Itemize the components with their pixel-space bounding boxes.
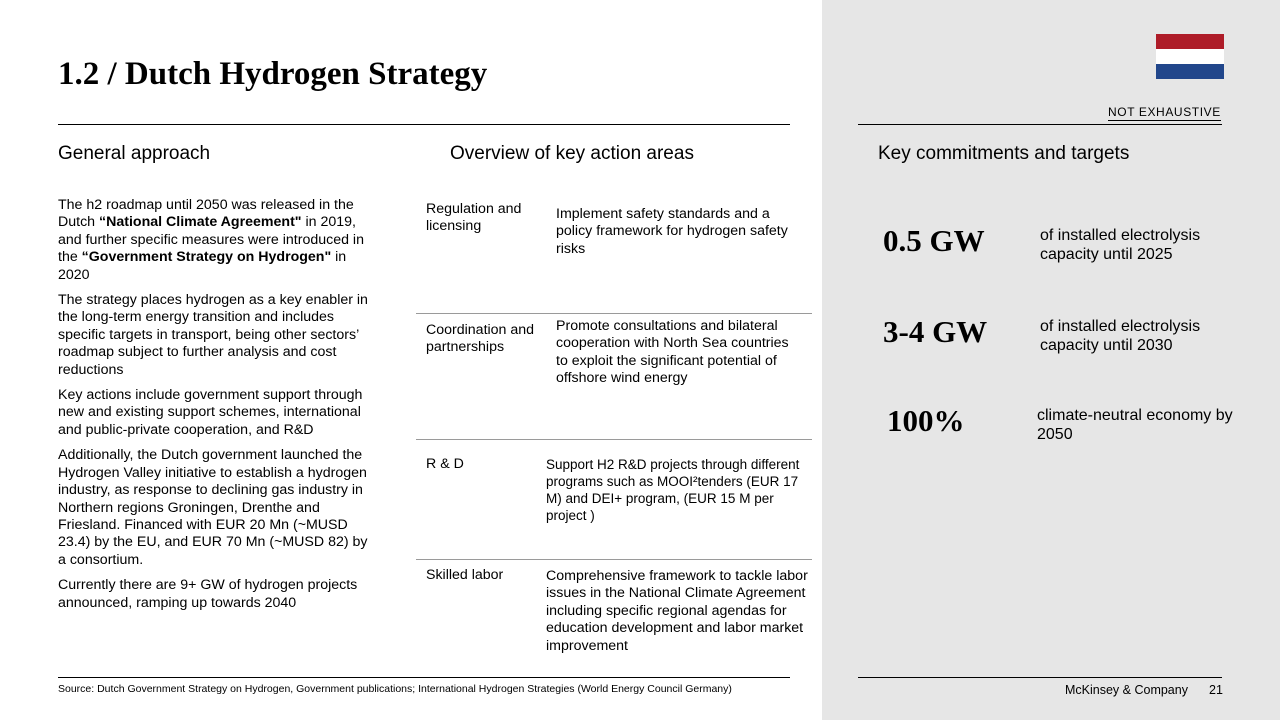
page-title: 1.2 / Dutch Hydrogen Strategy bbox=[58, 56, 488, 92]
metric-value: 3-4 GW bbox=[883, 314, 988, 349]
row-divider bbox=[416, 439, 812, 440]
action-description: Implement safety standards and a policy framework for hydrogen safety risks bbox=[556, 206, 788, 257]
text-run: in 2019, and further specific measures were introduced in the bbox=[58, 214, 364, 266]
action-label: Regulation and licensing bbox=[426, 201, 522, 235]
action-description: Support H2 R&D projects through different programs such as MOOI²tenders (EUR 17 M) and DEI+ program, (EUR 15 M per project ) bbox=[546, 457, 800, 523]
action-row bbox=[416, 313, 812, 439]
general-paragraph-1 bbox=[58, 197, 378, 284]
action-label: Coordination and partnerships bbox=[426, 322, 535, 356]
netherlands-flag-icon bbox=[1156, 34, 1224, 79]
metric-description: of installed electrolysis capacity until 2025 bbox=[1040, 227, 1201, 263]
text-run: The h2 roadmap until 2050 was released in the Dutch bbox=[58, 197, 354, 231]
metric-value: 100% bbox=[887, 403, 965, 438]
footer-brand: McKinsey & Company bbox=[1065, 683, 1188, 697]
action-row bbox=[416, 439, 812, 559]
general-paragraph-3: Key actions include government support through new and existing support schemes, international and public-private cooperation, and R&D bbox=[58, 387, 363, 438]
bold-text-run: “Government Strategy on Hydrogen" bbox=[81, 249, 332, 266]
page-number: 21 bbox=[1209, 683, 1223, 697]
not-exhaustive-label: NOT EXHAUSTIVE bbox=[1108, 105, 1221, 119]
action-row bbox=[416, 200, 812, 312]
general-approach-heading: General approach bbox=[58, 143, 211, 164]
action-label: R & D bbox=[426, 456, 464, 472]
header-divider bbox=[58, 124, 790, 125]
general-approach-text bbox=[58, 197, 378, 620]
footer-divider bbox=[58, 677, 790, 678]
source-note: Source: Dutch Government Strategy on Hydrogen, Government publications; International Hydrogen Strategies (World Energy Council Germany) bbox=[58, 683, 732, 695]
action-description: Comprehensive framework to tackle labor issues in the National Climate Agreement including specific regional agendas for education development and labor market improvement bbox=[546, 568, 808, 654]
right-footer-divider bbox=[858, 677, 1222, 678]
metric-description: climate-neutral economy by 2050 bbox=[1037, 407, 1233, 443]
general-paragraph-5: Currently there are 9+ GW of hydrogen projects announced, ramping up towards 2040 bbox=[58, 577, 358, 611]
action-description: Promote consultations and bilateral cooperation with North Sea countries to exploit the significant potential of offshore wind energy bbox=[556, 318, 789, 387]
metric-value: 0.5 GW bbox=[883, 223, 985, 258]
row-divider bbox=[416, 313, 812, 314]
right-header-divider bbox=[858, 124, 1222, 125]
bold-text-run: “National Climate Agreement" bbox=[99, 214, 302, 231]
key-action-areas-heading: Overview of key action areas bbox=[450, 143, 694, 164]
general-paragraph-2: The strategy places hydrogen as a key enabler in the long-term energy transition and includes specific targets in transport, being other sectors’ roadmap subject to further analysis and cost reductions bbox=[58, 292, 368, 378]
row-divider bbox=[416, 559, 812, 560]
action-row bbox=[416, 559, 812, 659]
general-paragraph-4: Additionally, the Dutch government launched the Hydrogen Valley initiative to establish a hydrogen industry, as response to declining gas industry in Northern regions Groningen, Drenthe and Friesland. Financed with EUR 20 Mn (~MUSD 23.4) by the EU, and EUR 70 Mn (~MUSD 82) by a consortium. bbox=[58, 447, 368, 568]
metric-description: of installed electrolysis capacity until 2030 bbox=[1040, 318, 1201, 354]
key-commitments-heading: Key commitments and targets bbox=[878, 143, 1130, 164]
action-label: Skilled labor bbox=[426, 567, 504, 583]
text-run: in 2020 bbox=[58, 249, 347, 283]
